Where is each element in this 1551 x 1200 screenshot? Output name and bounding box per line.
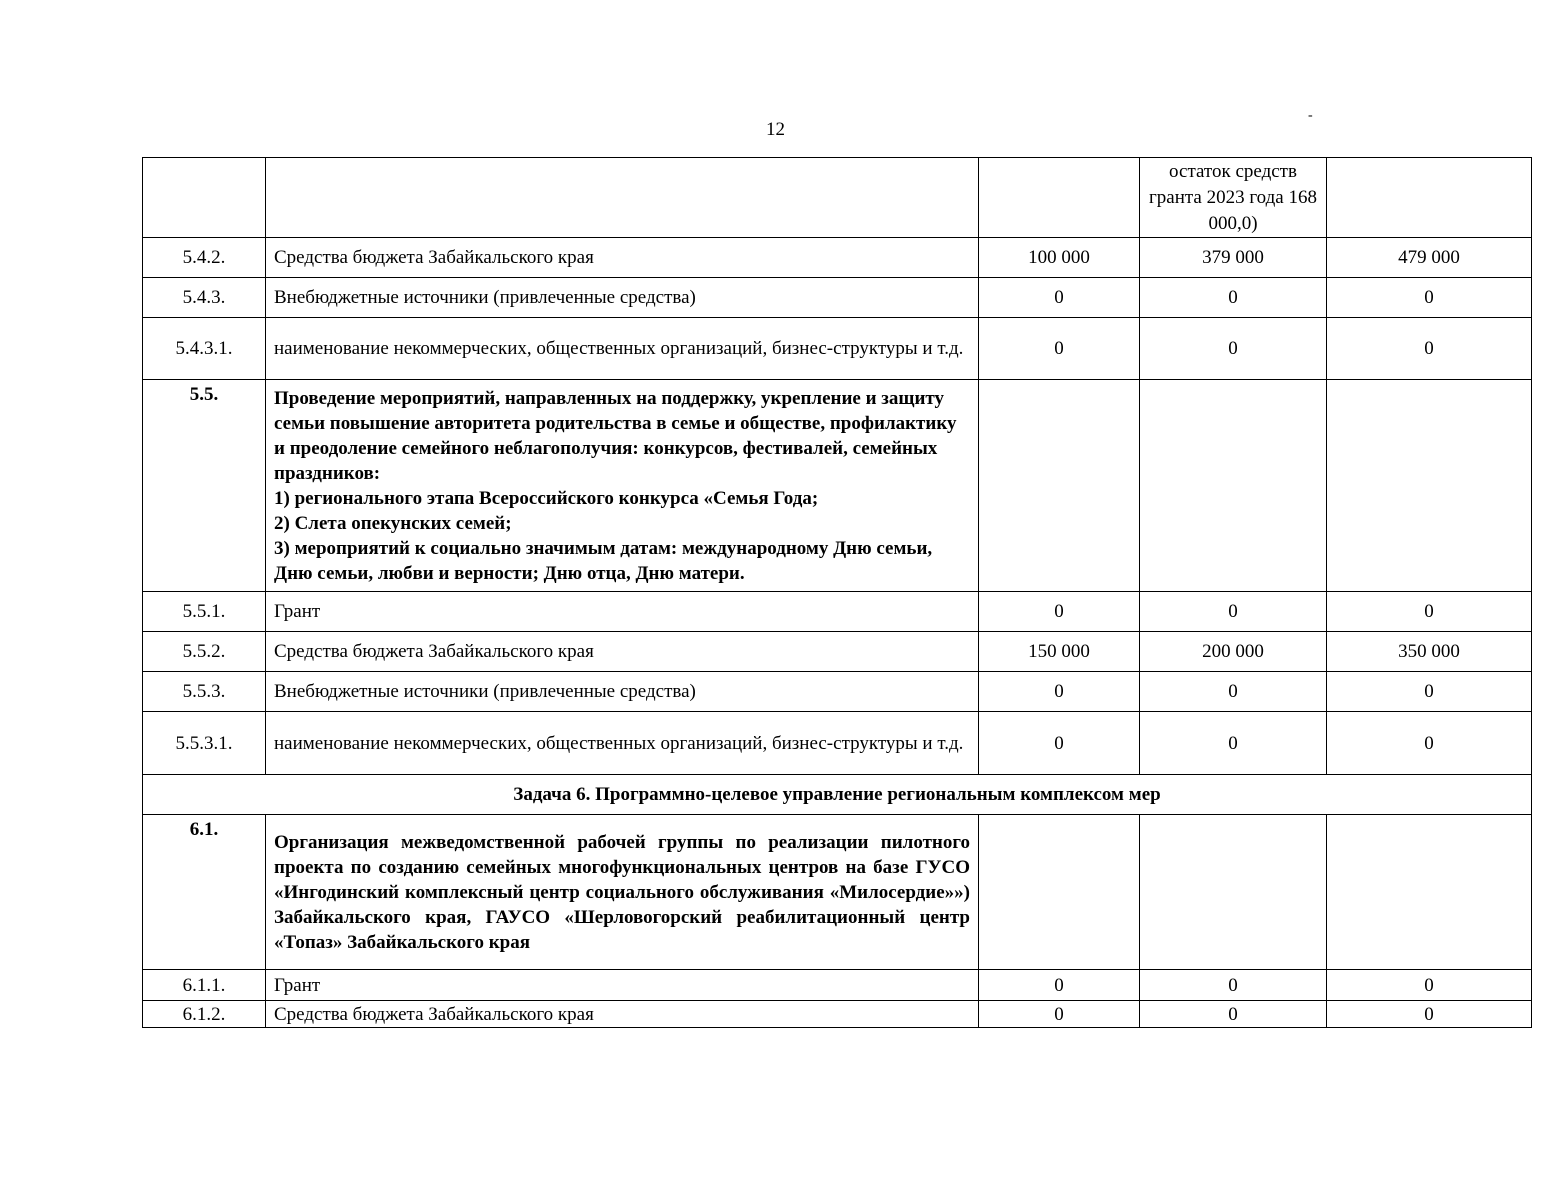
row-value-2: 0 (1140, 970, 1327, 1001)
row-code: 5.5.3. (143, 672, 266, 712)
table-row (143, 158, 1532, 238)
row-value-3: 0 (1327, 712, 1532, 775)
row-value-1: 0 (979, 712, 1140, 775)
row-code: 5.5.1. (143, 592, 266, 632)
row-value-2: 0 (1140, 672, 1327, 712)
row-value-3: 0 (1327, 672, 1532, 712)
row-description: наименование некоммерческих, общественных организаций, бизнес-структуры и т.д. (266, 318, 979, 380)
row-code: 5.5.3.1. (143, 712, 266, 775)
row-description (266, 158, 979, 238)
row-value-3: 0 (1327, 970, 1532, 1001)
table-row (143, 238, 1532, 278)
row-description-text: Проведение мероприятий, направленных на поддержку, укрепление и защиту семьи повышение авторитета родительства в семье и обществе, профилактику и преодоление семейного неблагополучия: конкурсов, фестивалей, семейных праздников: (274, 387, 957, 484)
row-value-2: остаток средств гранта 2023 года 168 000,0) (1140, 158, 1327, 238)
row-value-2: 0 (1140, 318, 1327, 380)
row-value-3 (1327, 158, 1532, 238)
table-row (143, 970, 1532, 1001)
row-code: 6.1.1. (143, 970, 266, 1001)
row-value-1: 0 (979, 592, 1140, 632)
row-description: Грант (266, 970, 979, 1001)
table-row (143, 592, 1532, 632)
row-value-1: 0 (979, 672, 1140, 712)
row-description-item: 3) мероприятий к социально значимым датам: международному Дню семьи, Дню семьи, любви и верности; Дню отца, Дню матери. (274, 537, 933, 584)
stray-mark: - (1308, 108, 1313, 123)
row-value-2: 379 000 (1140, 238, 1327, 278)
row-value-1 (979, 158, 1140, 238)
row-description (266, 380, 979, 592)
row-value-1: 0 (979, 318, 1140, 380)
table-row (143, 278, 1532, 318)
row-value-3: 0 (1327, 278, 1532, 318)
row-value-2: 0 (1140, 278, 1327, 318)
row-code: 5.4.2. (143, 238, 266, 278)
row-description-item: 1) регионального этапа Всероссийского конкурса «Семья Года; (274, 487, 819, 509)
row-code: 6.1. (143, 815, 266, 970)
page-number: 12 (766, 119, 785, 140)
row-code (143, 158, 266, 238)
row-description: Средства бюджета Забайкальского края (266, 632, 979, 672)
row-description: Организация межведомственной рабочей группы по реализации пилотного проекта по созданию семейных многофункциональных центров на базе ГУСО «Ингодинский комплексный центр социального обслуживания «Милосердие»») Забайкальского края, ГАУСО «Шерловогорский реабилитационный центр «Топаз» Забайкальского края (266, 815, 979, 970)
row-value-2: 0 (1140, 712, 1327, 775)
table-row (143, 672, 1532, 712)
row-value-2 (1140, 380, 1327, 592)
row-value-3 (1327, 380, 1532, 592)
row-value-1: 100 000 (979, 238, 1140, 278)
row-value-2: 0 (1140, 1001, 1327, 1028)
row-value-1: 0 (979, 1001, 1140, 1028)
row-value-1 (979, 380, 1140, 592)
row-value-3: 0 (1327, 592, 1532, 632)
row-description-item: 2) Слета опекунских семей; (274, 512, 512, 534)
table-row (143, 632, 1532, 672)
row-description: Средства бюджета Забайкальского края (266, 238, 979, 278)
row-code: 6.1.2. (143, 1001, 266, 1028)
row-value-3: 350 000 (1327, 632, 1532, 672)
row-value-1: 0 (979, 278, 1140, 318)
row-value-2: 0 (1140, 592, 1327, 632)
row-value-3: 0 (1327, 1001, 1532, 1028)
budget-table (142, 157, 1532, 1028)
row-code: 5.5. (143, 380, 266, 592)
row-value-1: 150 000 (979, 632, 1140, 672)
row-description: Внебюджетные источники (привлеченные средства) (266, 672, 979, 712)
row-value-3 (1327, 815, 1532, 970)
table-row (143, 815, 1532, 970)
task-heading: Задача 6. Программно-целевое управление региональным комплексом мер (143, 775, 1532, 815)
row-description: наименование некоммерческих, общественных организаций, бизнес-структуры и т.д. (266, 712, 979, 775)
task-header-row (143, 775, 1532, 815)
row-value-3: 0 (1327, 318, 1532, 380)
table-row (143, 712, 1532, 775)
row-code: 5.4.3. (143, 278, 266, 318)
row-description: Грант (266, 592, 979, 632)
row-code: 5.4.3.1. (143, 318, 266, 380)
table-row (143, 380, 1532, 592)
row-value-1 (979, 815, 1140, 970)
row-value-2 (1140, 815, 1327, 970)
row-description: Внебюджетные источники (привлеченные средства) (266, 278, 979, 318)
row-value-2: 200 000 (1140, 632, 1327, 672)
row-value-3: 479 000 (1327, 238, 1532, 278)
row-description: Средства бюджета Забайкальского края (266, 1001, 979, 1028)
table-row (143, 1001, 1532, 1028)
row-code: 5.5.2. (143, 632, 266, 672)
table-row (143, 318, 1532, 380)
row-value-1: 0 (979, 970, 1140, 1001)
